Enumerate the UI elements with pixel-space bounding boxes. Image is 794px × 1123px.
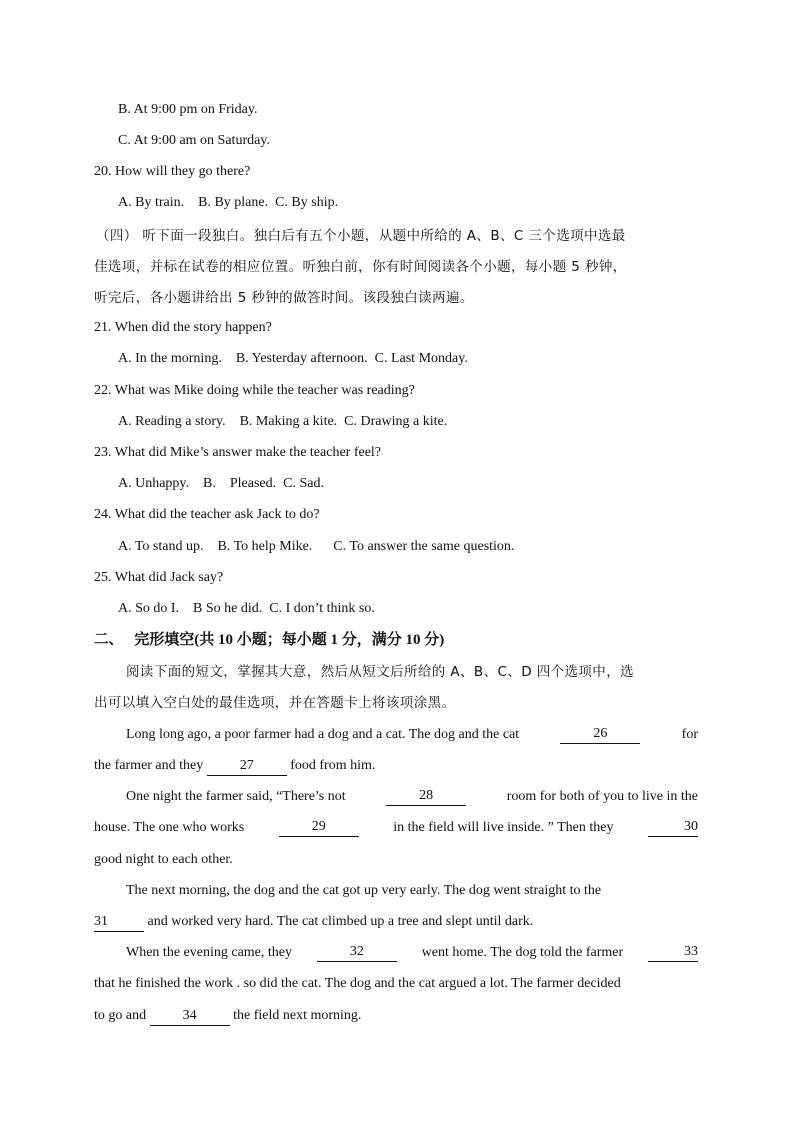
q21-options: A. In the morning. B. Yesterday afternoon. C. Last Monday. <box>118 351 468 366</box>
q22-question: 22. What was Mike doing while the teacher was reading? <box>94 383 415 398</box>
q24-options: A. To stand up. B. To help Mike. C. To answer the same question. <box>118 539 515 554</box>
part2-instructions-line1: 阅读下面的短文，掌握其大意，然后从短文后所给的 A、B、C、D 四个选项中，选 <box>126 664 634 680</box>
part2-heading <box>94 630 698 650</box>
q19-option-b: B. At 9:00 pm on Friday. <box>118 102 258 117</box>
section4-instructions-line2: 佳选项，并标在试卷的相应位置。听独白前，你有时间阅读各个小题，每小题 5 秒钟， <box>94 259 627 275</box>
passage-text: One night the farmer said, “There’s not <box>126 789 346 804</box>
q19-option-c: C. At 9:00 am on Saturday. <box>118 133 270 148</box>
part2-heading-title: 完形填空(共 10 小题；每小题 1 分，满分 10 分) <box>134 632 445 648</box>
blank-31: 31 <box>94 913 144 932</box>
passage-text: and worked very hard. The cat climbed up a tree and slept until dark. <box>147 914 534 929</box>
q22-options: A. Reading a story. B. Making a kite. C. Drawing a kite. <box>118 414 448 429</box>
blank-30: 30 <box>648 818 698 837</box>
q24-question: 24. What did the teacher ask Jack to do? <box>94 507 320 522</box>
q25-question: 25. What did Jack say? <box>94 570 224 585</box>
passage-line: The next morning, the dog and the cat got up very early. The dog went straight to the <box>126 883 602 898</box>
blank-27: 27 <box>207 757 287 776</box>
blank-29: 29 <box>279 818 359 837</box>
passage-line <box>94 912 698 932</box>
blank-32: 32 <box>317 943 397 962</box>
passage-text: went home. The dog told the farmer <box>421 945 624 960</box>
passage-text: food from him. <box>290 758 376 773</box>
section4-instructions-line3: 听完后，各小题讲给出 5 秒钟的做答时间。该段独白读两遍。 <box>94 290 474 306</box>
passage-text: Long long ago, a poor farmer had a dog and a cat. The dog and the cat <box>126 727 520 742</box>
passage-text: the farmer and they <box>94 758 204 773</box>
passage-line <box>126 787 698 807</box>
passage-line: that he finished the work . so did the cat. The dog and the cat argued a lot. The farmer decided <box>94 976 621 991</box>
passage-text: When the evening came, they <box>126 945 292 960</box>
passage-line <box>94 818 698 838</box>
passage-line: good night to each other. <box>94 852 233 867</box>
passage-text: for <box>681 727 698 742</box>
q21-question: 21. When did the story happen? <box>94 320 272 335</box>
passage-text: room for both of you to live in the <box>506 789 698 804</box>
passage-line <box>94 756 698 776</box>
q23-options: A. Unhappy. B. Pleased. C. Sad. <box>118 476 324 491</box>
passage-text: the field next morning. <box>233 1008 362 1023</box>
passage-text: to go and <box>94 1008 147 1023</box>
section4-instructions-line1: （四） 听下面一段独白。独白后有五个小题，从题中所给的 A、B、C 三个选项中选最 <box>96 228 626 244</box>
passage-text: house. The one who works <box>94 820 245 835</box>
q23-question: 23. What did Mike’s answer make the teacher feel? <box>94 445 382 460</box>
passage-line <box>94 1006 698 1026</box>
passage-line <box>126 943 698 963</box>
passage-text: in the field will live inside. ” Then they <box>393 820 614 835</box>
q20-options: A. By train. B. By plane. C. By ship. <box>118 195 339 210</box>
blank-33: 33 <box>648 943 698 962</box>
blank-34: 34 <box>150 1007 230 1026</box>
part2-heading-number: 二、 <box>94 632 123 648</box>
part2-instructions-line2: 出可以填入空白处的最佳选项，并在答题卡上将该项涂黑。 <box>94 695 456 711</box>
blank-28: 28 <box>386 787 466 806</box>
blank-26: 26 <box>560 725 640 744</box>
q20-question: 20. How will they go there? <box>94 164 251 179</box>
q25-options: A. So do I. B So he did. C. I don’t think so. <box>118 601 375 616</box>
passage-line <box>126 725 698 745</box>
